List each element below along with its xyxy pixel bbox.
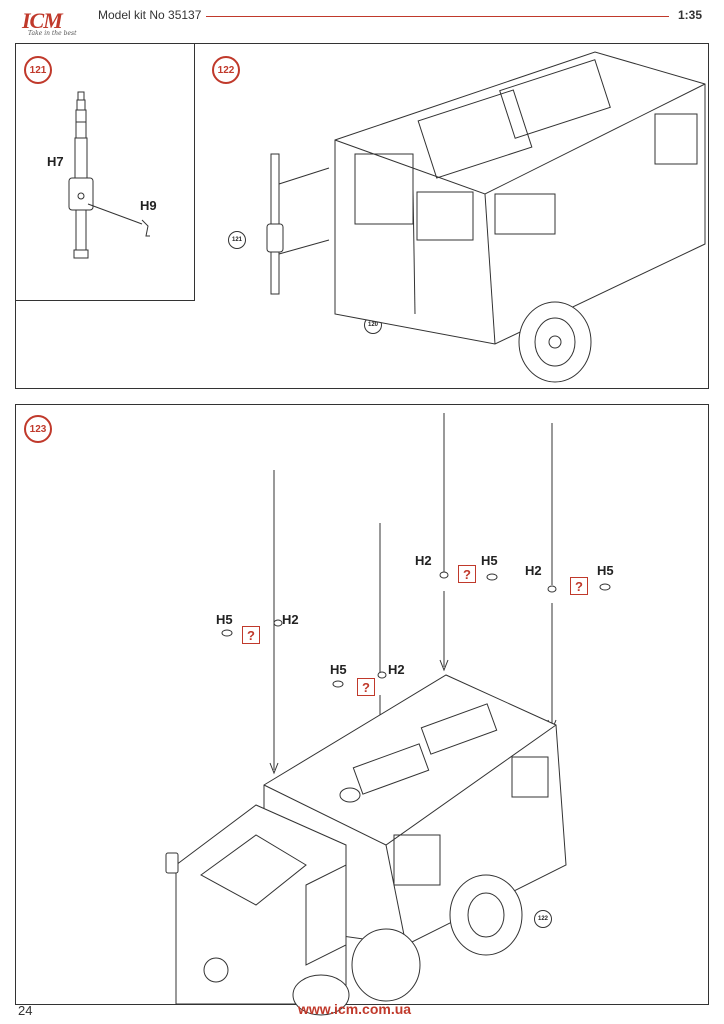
website-link[interactable]: www.icm.com.ua: [298, 1001, 412, 1017]
ref-step-122: 122: [534, 910, 552, 928]
step-121-badge: 121: [24, 56, 52, 84]
group-2-left-label: H5: [330, 662, 347, 677]
part-label-h7: H7: [47, 154, 64, 169]
group-1-left-label: H5: [216, 612, 233, 627]
group-3-unknown-mark: ?: [458, 565, 476, 583]
header-rule: [206, 16, 669, 17]
logo-tagline: Take in the best: [28, 30, 77, 37]
group-4-unknown-mark: ?: [570, 577, 588, 595]
kit-number: Model kit No 35137: [98, 8, 202, 22]
part-label-h9: H9: [140, 198, 157, 213]
step-123-badge: 123: [24, 415, 52, 443]
ref-step-120: 120: [364, 316, 382, 334]
group-3-left-label: H2: [415, 553, 432, 568]
group-2-right-label: H2: [388, 662, 405, 677]
step-122-drawing: [195, 44, 707, 388]
icm-logo: [22, 8, 92, 38]
step-121-drawing: [16, 44, 194, 300]
panel-steps-121-122: [15, 43, 709, 389]
group-4-right-label: H5: [597, 563, 614, 578]
page-header: [0, 0, 724, 40]
step-123-drawing: [16, 405, 708, 1004]
ref-step-121: 121: [228, 231, 246, 249]
group-4-left-label: H2: [525, 563, 542, 578]
group-3-right-label: H5: [481, 553, 498, 568]
panel-divider-h: [16, 300, 195, 301]
group-1-unknown-mark: ?: [242, 626, 260, 644]
panel-step-123: [15, 404, 709, 1005]
logo-text: ICM: [22, 8, 62, 33]
group-1-right-label: H2: [282, 612, 299, 627]
step-122-badge: 122: [212, 56, 240, 84]
page-number: 24: [18, 1003, 33, 1018]
scale-label: 1:35: [678, 8, 703, 22]
group-2-unknown-mark: ?: [357, 678, 375, 696]
